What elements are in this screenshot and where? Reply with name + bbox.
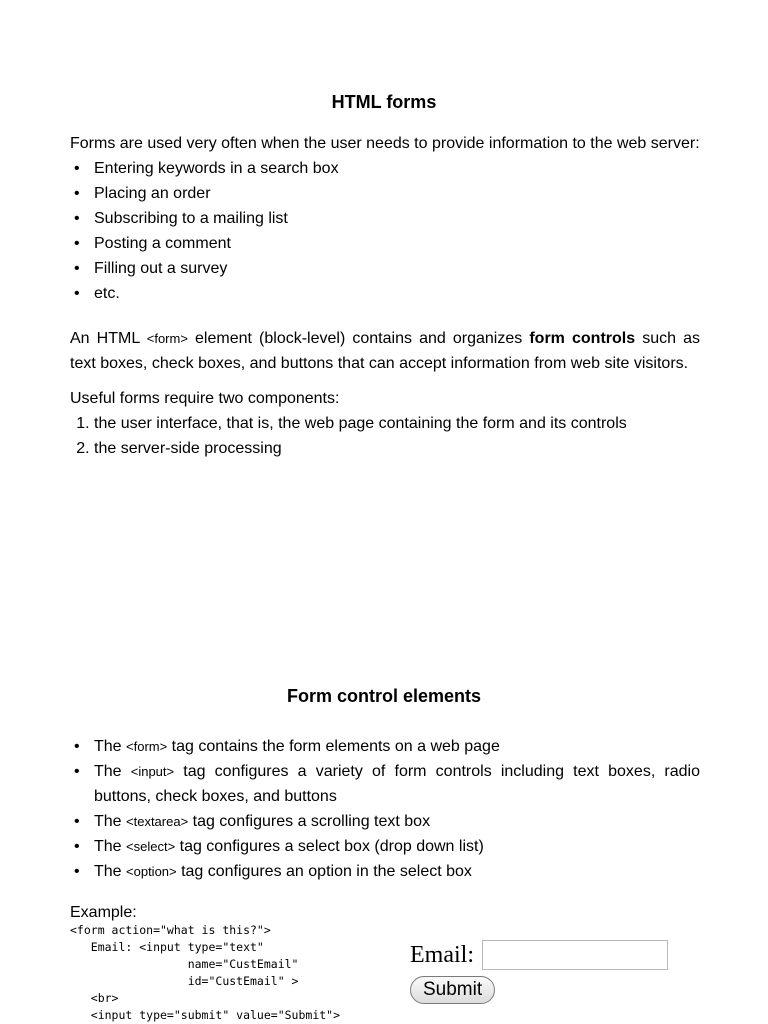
list-item: • Placing an order <box>94 181 700 206</box>
list-item: • Filling out a survey <box>94 256 700 281</box>
list-item: 2. the server-side processing <box>94 436 700 461</box>
list-item: • Subscribing to a mailing list <box>94 206 700 231</box>
section-title-html-forms: HTML forms <box>331 92 437 112</box>
components-list <box>70 411 700 461</box>
example-code: <form action="what is this?"> Email: <input type="text" name="CustEmail" id="CustEmail" > <br> <input type="submit" value="Submit"> <box>70 923 341 1022</box>
uses-list <box>70 156 700 306</box>
intro-block <box>70 131 700 306</box>
email-input[interactable] <box>482 940 668 970</box>
code-tag: <form> <box>146 331 188 346</box>
email-row <box>410 940 680 970</box>
code-tag: <textarea> <box>126 814 189 829</box>
item-text: The <box>94 838 127 855</box>
form-element-paragraph <box>70 326 700 376</box>
item-text: tag configures a scrolling text box <box>188 813 431 830</box>
components-intro: Useful forms require two components: <box>70 390 340 407</box>
list-item <box>94 859 700 884</box>
section-title-form-controls: Form control elements <box>286 686 482 706</box>
bold-term: form controls <box>529 330 636 347</box>
code-tag: <select> <box>126 839 176 854</box>
list-item: 1. the user interface, that is, the web page containing the form and its controls <box>94 411 700 436</box>
form-demo <box>410 940 680 1004</box>
list-item <box>94 734 700 759</box>
list-item <box>94 809 700 834</box>
item-text: tag configures an option in the select box <box>176 863 472 880</box>
intro-text: Forms are used very often when the user needs to provide information to the web server: <box>70 135 700 152</box>
code-tag: <input> <box>130 764 175 779</box>
list-item: • Posting a comment <box>94 231 700 256</box>
list-item: • Entering keywords in a search box <box>94 156 700 181</box>
components-block <box>70 386 700 461</box>
form-control-list-block <box>70 734 700 884</box>
list-item <box>94 834 700 859</box>
code-tag: <option> <box>126 864 177 879</box>
para-text: element (block-level) contains and organizes <box>187 330 530 347</box>
item-text: The <box>94 863 127 880</box>
example-label: Example: <box>70 904 137 921</box>
para-text: such as text boxes, check boxes, and buttons that can accept information from web site visitors. <box>70 330 701 372</box>
list-item <box>94 759 700 809</box>
submit-button[interactable]: Submit <box>410 976 495 1004</box>
item-text: tag configures a select box (drop down list) <box>175 838 484 855</box>
para-text: An HTML <box>70 330 147 347</box>
item-text: The <box>94 813 127 830</box>
email-label: Email: <box>410 941 474 968</box>
item-text: tag configures a variety of form controls including text boxes, radio buttons, check boxes, and buttons <box>94 763 701 805</box>
list-item: • etc. <box>94 281 700 306</box>
item-text: The <box>94 738 127 755</box>
code-tag: <form> <box>126 739 168 754</box>
item-text: tag contains the form elements on a web page <box>167 738 500 755</box>
form-control-list <box>70 734 700 884</box>
item-text: The <box>94 763 131 780</box>
